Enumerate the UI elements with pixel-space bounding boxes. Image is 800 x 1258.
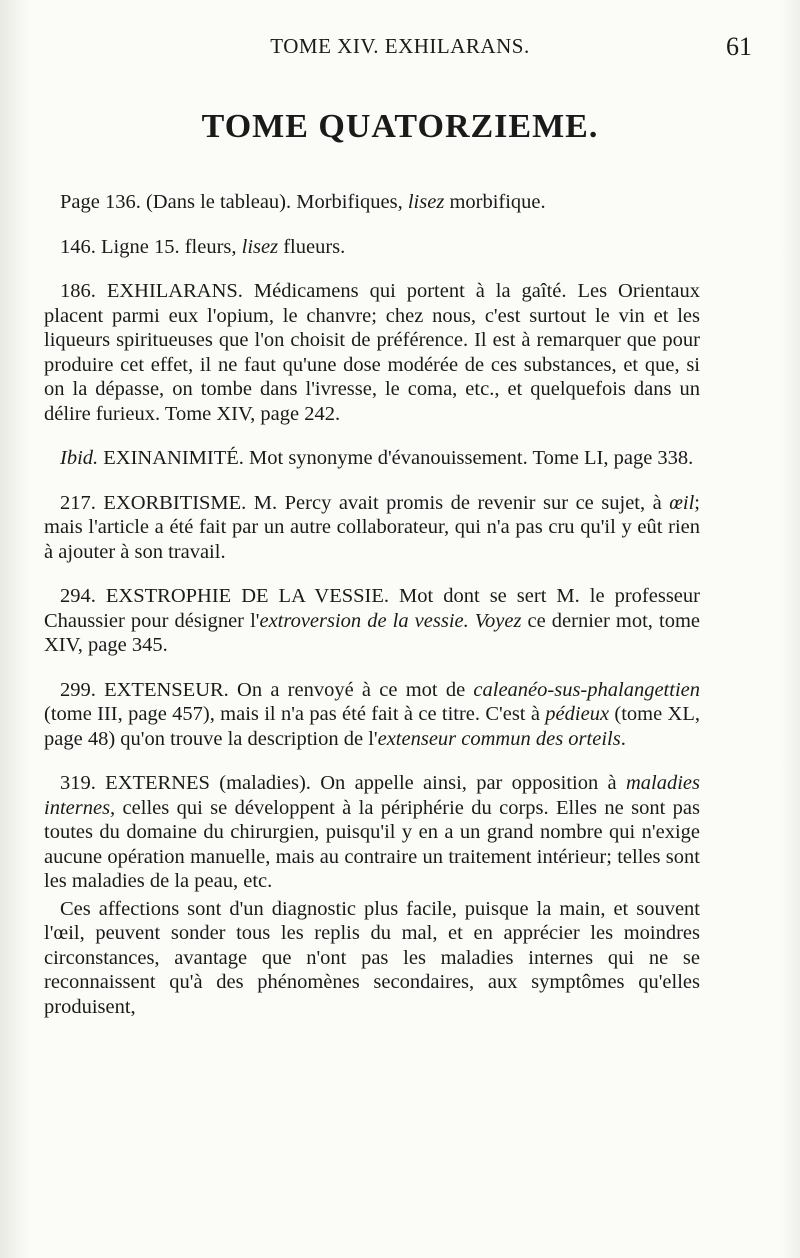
erratum-entry: [44, 279, 700, 426]
entry-text: EXTERNES (maladies). On appelle ainsi, par opposition à: [95, 772, 626, 794]
entry-italic: pédieux: [545, 703, 610, 725]
entry-text: EXSTROPHIE DE LA VESSIE. Mot dont se sert M. le professeur Chaussier pour désigner l': [44, 585, 700, 632]
page-number: 61: [726, 32, 752, 61]
entry-text: morbifique.: [444, 191, 546, 213]
entry-text: EXTENSEUR. On a renvoyé à ce mot de: [95, 678, 474, 701]
entry-ref: 186.: [60, 280, 96, 302]
entry-italic: lisez: [407, 191, 445, 213]
erratum-entry: [44, 771, 700, 894]
entry-ref: 299.: [60, 678, 96, 701]
entry-text: celles qui se développent à la périphérie du corps. Elles ne sont pas toutes du domaine du chirurgien, puisqu'il y en a un grand nombre qui n'exige aucune opération manuelle, mais au contraire un traitement intérieur; telles sont les maladies de la peau, etc.: [44, 796, 700, 892]
entry-text: flueurs.: [278, 235, 346, 258]
running-head: [40, 34, 760, 64]
entry-text: EXHILARANS. Médicamens qui portent à la gaîté. Les Orientaux placent parmi eux l'opium, le chanvre; chez nous, c'est surtout le vin et les liqueurs spiritueuses que l'on choisit de préférence. Il est à remarquer que pour produire cet effet, il ne faut qu'une dose modérée de ces substances, et que, si on la dépasse, on tombe dans l'ivresse, le coma, etc., et quelquefois dans un délire furieux. Tome XIV, page 242.: [44, 280, 700, 425]
entry-text: (Dans le tableau). Morbifiques,: [140, 191, 408, 213]
entry-italic: maladies internes,: [44, 772, 700, 819]
entry-ref: 146.: [60, 235, 96, 258]
entry-ref: 217.: [60, 491, 96, 514]
erratum-entry: [44, 678, 700, 752]
entry-text: (tome III, page 457), mais il n'a pas été fait à ce titre. C'est à: [44, 703, 546, 725]
entry-italic: extroversion de la vessie. Voyez: [259, 609, 522, 632]
entry-ref: 294.: [60, 585, 96, 607]
erratum-entry: [44, 235, 700, 260]
entry-italic: œil: [669, 491, 695, 514]
entry-ref: Page 136.: [60, 191, 141, 213]
erratum-entry: [44, 190, 700, 215]
entry-text: .: [620, 727, 626, 750]
entry-italic: caleanéo-sus-phalangettien: [473, 678, 700, 701]
entry-text: ; mais l'article a été fait par un autre collaborateur, qui n'a pas cru qu'il y eût rien à ajouter à son travail.: [44, 491, 700, 563]
entry-text: Ligne 15. fleurs,: [95, 235, 242, 258]
entry-italic: lisez: [241, 235, 279, 258]
entry-text: Ces affections sont d'un diagnostic plus facile, puisque la main, et souvent l'œil, peuvent sonder tous les replis du mal, et en apprécier les moindres circonstances, avantage que n'ont pas les maladies internes qui ne se reconnaissent qu'à des phénomènes secondaires, aux symptômes qu'elles produisent,: [44, 897, 700, 1018]
erratum-entry: [44, 446, 700, 471]
erratum-list: [44, 190, 700, 1022]
continuation-paragraph: [44, 897, 700, 1020]
entry-text: ce dernier mot, tome XIV, page 345.: [44, 609, 700, 656]
entry-text: EXINANIMITÉ. Mot synonyme d'évanouissement. Tome LI, page 338.: [98, 447, 694, 469]
section-title: TOME QUATORZIEME.: [201, 108, 599, 145]
entry-text: EXORBITISME. M. Percy avait promis de revenir sur ce sujet, à: [95, 491, 670, 514]
erratum-entry: [44, 584, 700, 658]
entry-ref: 319.: [60, 772, 96, 794]
entry-text: (tome XL, page 48) qu'on trouve la description de l': [44, 703, 700, 750]
entry-italic: extenseur commun des orteils: [377, 727, 621, 750]
entry-ref: Ibid.: [60, 447, 99, 469]
erratum-entry: [44, 491, 700, 565]
running-title: TOME XIV. EXHILARANS.: [270, 34, 530, 58]
